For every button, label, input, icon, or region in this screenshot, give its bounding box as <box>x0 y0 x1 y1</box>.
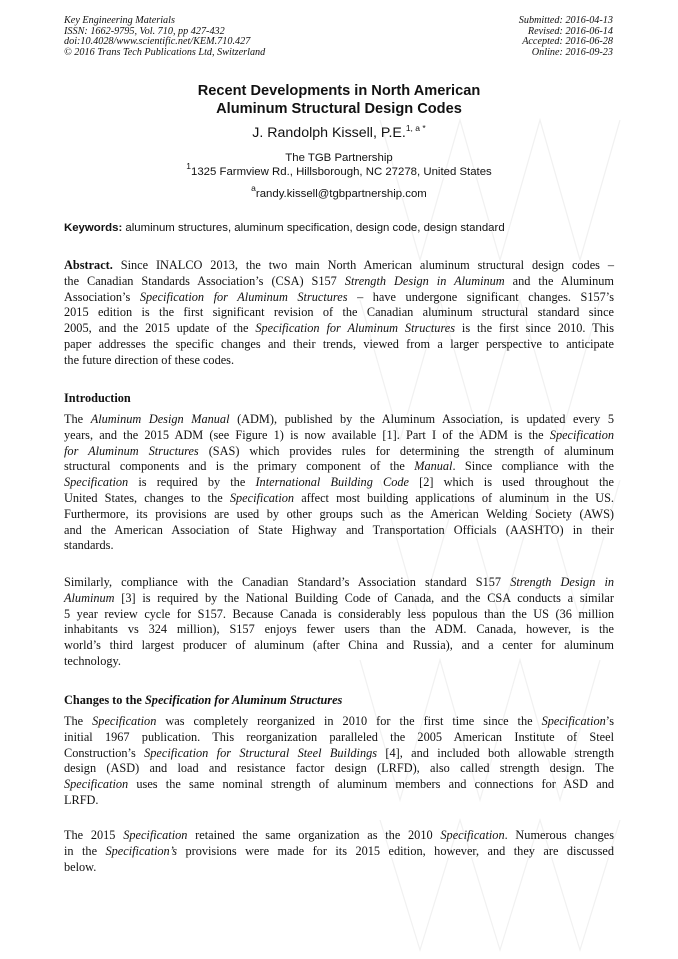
doi-line: doi:10.4028/www.scientific.net/KEM.710.427 <box>64 36 251 48</box>
text-line <box>64 290 614 306</box>
heading-prefix: Changes to the <box>64 693 145 707</box>
text-run: [2] which is used throughout the <box>408 475 614 490</box>
text-line <box>64 412 614 428</box>
text-run: paper addresses the specific changes and their trends, viewed from a larger perspective to anticipate <box>64 336 614 351</box>
copyright-line: © 2016 Trans Tech Publications Ltd, Switzerland <box>64 46 266 58</box>
section-heading-changes <box>64 693 342 708</box>
text-run: LRFD. <box>64 792 99 807</box>
text-run: ’s <box>605 714 614 728</box>
text-run: uses the same nominal strength of aluminum members and connections for ASD and <box>128 777 614 792</box>
author-name: J. Randolph Kissell, P.E. <box>252 125 406 141</box>
changes-paragraph-2 <box>64 828 614 875</box>
text-run: Similarly, compliance with the Canadian Standard’s Association standard S157 <box>64 575 511 589</box>
italic-run: Specification <box>123 828 188 842</box>
affiliation-email <box>0 183 678 201</box>
text-run: [4], and included both allowable strength <box>377 745 615 760</box>
text-run: standards. <box>64 538 114 553</box>
text-run: technology. <box>64 653 121 668</box>
text-line <box>64 321 614 337</box>
text-line <box>64 444 614 460</box>
affiliation-address <box>0 161 678 179</box>
text-run: Construction’s <box>64 745 145 760</box>
text-run: and the Aluminum <box>504 273 614 288</box>
text-line <box>64 638 614 654</box>
text-run: initial 1967 publication. This reorganization paralleled the 2005 American Institute of Steel <box>64 729 614 744</box>
title-line: Recent Developments in North American <box>197 83 481 99</box>
author-marks: 1, a * <box>405 123 426 133</box>
introduction-paragraph-1 <box>64 412 614 554</box>
text-line <box>64 761 614 777</box>
text-run: is the first since 2010. This <box>455 321 614 336</box>
italic-run: International Building Code <box>255 475 409 490</box>
text-line <box>64 491 614 507</box>
italic-run: Specification <box>64 777 129 792</box>
text-run: The <box>64 714 93 728</box>
text-line <box>64 274 614 290</box>
journal-info <box>64 16 265 58</box>
text-line <box>64 730 614 746</box>
text-line <box>64 258 614 274</box>
text-line <box>64 337 614 353</box>
italic-run: Specification <box>440 828 505 842</box>
submitted-date: Submitted: 2016-04-13 <box>518 15 613 26</box>
text-line <box>64 305 614 321</box>
author-line <box>0 124 678 142</box>
text-run: Since INALCO 2013, the two main North American aluminum structural design codes – <box>112 258 614 272</box>
text-run: United States, changes to the <box>64 490 230 505</box>
text-run: structural components and is the primary component of the <box>64 459 415 474</box>
text-line <box>64 746 614 762</box>
italic-run: Specification <box>229 490 295 505</box>
accepted-date: Accepted: 2016-06-28 <box>522 36 613 48</box>
text-run: inhabitants vs 324 million), S157 enjoys fewer users than the ADM. Canada, however, is the <box>64 622 614 637</box>
text-run: 2015 edition is the first significant revision of the Canadian aluminum structural standard since <box>64 305 614 320</box>
online-date: Online: 2016-09-23 <box>531 46 613 58</box>
text-line <box>64 654 614 670</box>
text-run: [3] is required by the National Building Code of Canada, and the CSA conducts a similar <box>114 590 614 605</box>
text-run: affect most building applications of aluminum in the US. <box>294 490 614 505</box>
revised-date: Revised: 2016-06-14 <box>527 25 613 37</box>
address-text: 1325 Farmview Rd., Hillsborough, NC 27278, United States <box>191 166 492 178</box>
text-run: and the American Association of State Highway and Transportation Officials (AASHTO) in their <box>64 522 614 537</box>
text-line <box>64 793 614 809</box>
abstract <box>64 258 614 369</box>
text-line <box>64 607 614 623</box>
text-line <box>64 860 614 876</box>
keywords <box>64 221 624 235</box>
italic-run: Strength Design in <box>510 575 615 589</box>
italic-run: Specification <box>92 714 157 728</box>
text-run: . Since compliance with the <box>452 459 614 474</box>
italic-run: Specification <box>549 427 614 442</box>
text-line <box>64 714 614 730</box>
text-run: was completely reorganized in 2010 for the first time since the <box>156 714 542 728</box>
text-run: (SAS) which provides rules for determining the strength of aluminum <box>198 443 614 458</box>
text-run: Association’s <box>64 289 140 304</box>
text-run: the future direction of these codes. <box>64 352 235 367</box>
text-line <box>64 777 614 793</box>
text-run: world’s third largest producer of aluminum (after China and Russia), and a center for aluminum <box>64 638 614 653</box>
publication-dates <box>519 16 613 58</box>
text-run: the Canadian Standards Association’s (CSA) S157 <box>64 273 345 288</box>
text-line <box>64 428 614 444</box>
italic-run: Specification <box>541 714 606 728</box>
text-line <box>64 828 614 844</box>
text-line <box>64 475 614 491</box>
paper-title <box>0 82 678 118</box>
text-line <box>64 591 614 607</box>
text-run: The 2015 <box>64 828 124 842</box>
italic-run: Strength Design in Aluminum <box>344 273 505 288</box>
text-run: (ADM), published by the Aluminum Association, is updated every 5 <box>229 412 614 426</box>
text-run: Furthermore, its provisions are used by other groups such as the American Welding Society (AWS) <box>64 506 614 521</box>
italic-run: Specification for Aluminum Structures <box>255 321 456 336</box>
introduction-paragraph-2 <box>64 575 614 670</box>
title-line: Aluminum Structural Design Codes <box>216 101 462 117</box>
text-run: is required by the <box>128 475 256 490</box>
text-run: design (ASD) and load and resistance factor design (LRFD), also called strength design. The <box>64 761 614 776</box>
text-run: – have undergone significant changes. S157’s <box>347 289 614 304</box>
italic-run: Specification <box>64 475 129 490</box>
text-line <box>64 538 614 554</box>
affiliation-org: The TGB Partnership <box>285 152 393 164</box>
text-run: years, and the 2015 ADM (see Figure 1) is now available [1]. Part I of the ADM is the <box>64 427 550 442</box>
email-text: randy.kissell@tgbpartnership.com <box>255 188 427 200</box>
text-run: provisions were made for its 2015 edition, however, and they are discussed <box>177 843 614 858</box>
section-heading-introduction: Introduction <box>64 391 131 405</box>
keywords-text: aluminum structures, aluminum specification, design code, design standard <box>122 222 505 234</box>
issn-line: ISSN: 1662-9795, Vol. 710, pp 427-432 <box>64 25 225 37</box>
text-line <box>64 622 614 638</box>
text-run: below. <box>64 859 97 874</box>
email-mark: a <box>251 183 256 193</box>
text-run: in the <box>64 843 106 858</box>
italic-run: Specification for Aluminum Structures <box>139 289 348 304</box>
text-line <box>64 575 614 591</box>
text-line <box>64 844 614 860</box>
heading-italic: Specification for Aluminum Structures <box>144 693 343 707</box>
text-run: 2005, and the 2015 update of the <box>64 321 256 336</box>
italic-run: Manual <box>414 459 453 474</box>
italic-run: Specification for Structural Steel Buildings <box>144 745 378 760</box>
text-line <box>64 459 614 475</box>
text-line <box>64 507 614 523</box>
italic-run: for Aluminum Structures <box>64 443 199 458</box>
italic-run: Aluminum <box>64 590 115 605</box>
italic-run: Aluminum Design Manual <box>90 412 230 426</box>
italic-run: Specification’s <box>105 843 177 858</box>
keywords-label: Keywords: <box>64 222 123 234</box>
changes-paragraph-1 <box>64 714 614 809</box>
text-run: 5 year review cycle for S157. Because Canada is considerably less populous than the US (36 million <box>64 606 614 621</box>
text-run: . Numerous changes <box>504 828 614 842</box>
bold-run: Abstract. <box>64 258 113 272</box>
text-run: retained the same organization as the 2010 <box>187 828 441 842</box>
address-mark: 1 <box>186 161 191 171</box>
text-line <box>64 523 614 539</box>
journal-name: Key Engineering Materials <box>64 15 175 26</box>
text-run: The <box>64 412 91 426</box>
text-line <box>64 353 614 369</box>
